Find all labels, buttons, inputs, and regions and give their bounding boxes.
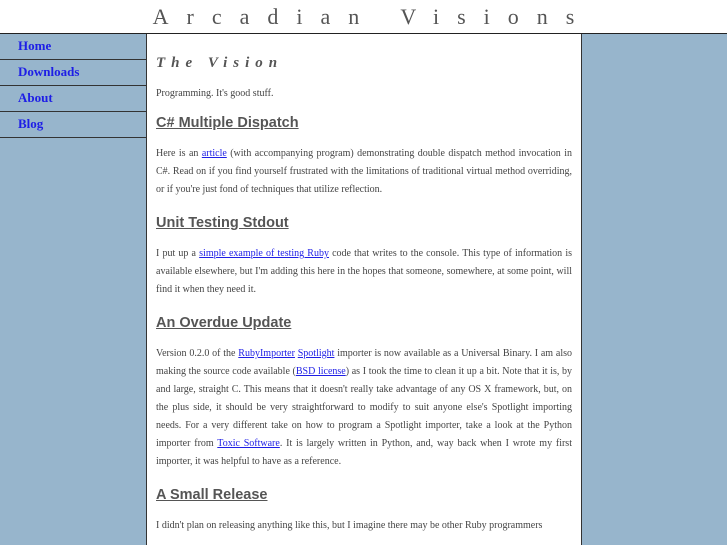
post-text: I put up a xyxy=(156,248,200,259)
post-body xyxy=(156,245,572,299)
post-text: Version 0.2.0 of the xyxy=(156,348,239,359)
post-text: (with accompanying program) demonstrating double dispatch method invocation in C#. Read on if you find yourself frustrated with the limitations of traditional virtual method overriding, or if you're just fond of techniques that utilize reflection. xyxy=(156,148,572,195)
post-body xyxy=(156,145,572,199)
bsd-license-link[interactable]: BSD license xyxy=(295,366,346,377)
post-body xyxy=(156,517,572,535)
post-heading: A Small Release xyxy=(156,487,268,503)
header xyxy=(0,0,727,34)
nav-item-downloads[interactable]: Downloads xyxy=(0,60,146,86)
sidebar-nav xyxy=(0,34,146,138)
ruby-example-link[interactable]: simple example of testing Ruby xyxy=(199,248,329,259)
nav-item-blog[interactable]: Blog xyxy=(0,112,146,138)
rubyimporter-link[interactable]: RubyImporter xyxy=(238,348,295,359)
post-text: . It is largely written in Python, and, way back when I wrote my first importer, it was helpful to have as a reference. xyxy=(156,438,572,467)
post-text: I didn't plan on releasing anything like this, but I imagine there may be other Ruby programmers xyxy=(156,520,543,531)
article-link[interactable]: article xyxy=(201,148,227,159)
nav-item-home[interactable]: Home xyxy=(0,34,146,60)
toxic-software-link[interactable]: Toxic Software xyxy=(217,438,280,449)
page-title: The Vision xyxy=(156,55,284,71)
spotlight-link[interactable]: Spotlight xyxy=(297,348,335,359)
tagline: Programming. It's good stuff. xyxy=(156,88,274,99)
post-text: Here is an xyxy=(156,148,202,159)
post-text: code that writes to the console. This type of information is available elsewhere, but I'm adding this here in the hopes that someone, somewhere, at some point, will find it when they need it. xyxy=(156,248,573,295)
site-title: Arcadian Visions xyxy=(152,4,593,29)
post-text: ) as I took the time to clean it up a bit. Note that it is, by and large, straight C. This means that it doesn't really take advantage of any OS X framework, but, on the plus side, it should be very straightforward to modify to suit anyone else's Spotlight importing needs. For a very different take on how to program a Spotlight importer, take a look at the Python importer from xyxy=(156,366,573,449)
main-content xyxy=(146,34,582,545)
nav-item-about[interactable]: About xyxy=(0,86,146,112)
post-heading: Unit Testing Stdout xyxy=(156,215,289,231)
post-body xyxy=(156,345,572,471)
post-heading: An Overdue Update xyxy=(156,315,292,331)
post-text: importer is now available as a Universal Binary. I am also making the source code available ( xyxy=(156,348,572,377)
post-heading: C# Multiple Dispatch xyxy=(156,115,299,131)
